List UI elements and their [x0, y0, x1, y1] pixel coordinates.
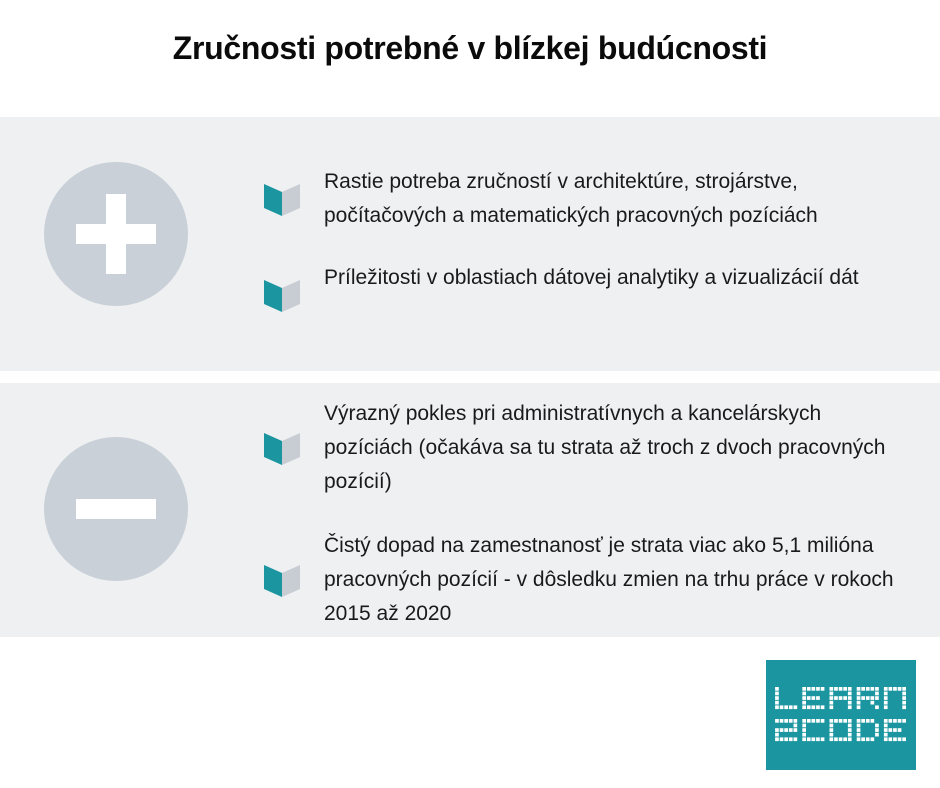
logo-pixel	[898, 728, 902, 732]
logo-pixel	[898, 687, 902, 691]
logo-pixel	[857, 696, 861, 700]
logo-pixel	[848, 687, 852, 691]
logo-pixel	[898, 737, 902, 741]
logo-pixel	[861, 696, 865, 700]
learn2code-logo	[766, 660, 916, 770]
logo-pixel	[848, 737, 852, 741]
logo-pixel	[884, 728, 888, 732]
list-item-text: Príležitosti v oblastiach dátovej analytiky a vizualizácií dát	[324, 266, 859, 289]
logo-pixel	[821, 737, 825, 741]
logo-pixel	[812, 705, 816, 709]
logo-pixel	[902, 687, 906, 691]
logo-pixel	[875, 705, 879, 709]
logo-pixel	[821, 719, 825, 723]
logo-pixel	[802, 696, 806, 700]
logo-pixel	[848, 701, 852, 705]
logo-pixel	[866, 687, 870, 691]
logo-pixel	[834, 719, 838, 723]
logo-pixel	[775, 728, 779, 732]
logo-pixel	[784, 728, 788, 732]
logo-pixel	[884, 687, 888, 691]
logo-pixel	[816, 687, 820, 691]
logo-pixel	[843, 696, 847, 700]
logo-pixel	[884, 724, 888, 728]
logo-pixel	[848, 696, 852, 700]
logo-pixel	[857, 724, 861, 728]
logo-pixel	[780, 719, 784, 723]
logo-pixel	[807, 737, 811, 741]
logo-pixel	[816, 737, 820, 741]
logo-pixel	[875, 696, 879, 700]
logo-pixel	[884, 737, 888, 741]
logo-pixel	[866, 719, 870, 723]
logo-pixel	[875, 692, 879, 696]
logo-pixel	[775, 701, 779, 705]
logo-pixel	[794, 719, 798, 723]
logo-pixel	[893, 719, 897, 723]
logo-pixel	[830, 719, 834, 723]
logo-pixel	[784, 737, 788, 741]
logo-pixel	[834, 696, 838, 700]
logo-pixel	[830, 692, 834, 696]
logo-pixel	[893, 687, 897, 691]
logo-pixel	[802, 733, 806, 737]
logo-pixel	[857, 737, 861, 741]
logo-pixel	[834, 737, 838, 741]
logo-pixel	[884, 692, 888, 696]
logo-pixel	[807, 687, 811, 691]
logo-pixel	[780, 728, 784, 732]
logo-pixel	[816, 719, 820, 723]
logo-pixel	[848, 724, 852, 728]
logo-pixel	[861, 719, 865, 723]
logo-pixel	[830, 705, 834, 709]
logo-pixel	[861, 687, 865, 691]
logo-pixel	[802, 728, 806, 732]
logo-pixel	[875, 687, 879, 691]
logo-pixel	[848, 728, 852, 732]
logo-pixel	[830, 724, 834, 728]
logo-pixel	[775, 687, 779, 691]
logo-pixel	[871, 687, 875, 691]
logo-pixel	[802, 719, 806, 723]
logo-pixel	[802, 701, 806, 705]
logo-pixel	[848, 733, 852, 737]
logo-pixel	[848, 705, 852, 709]
logo-pixel	[807, 705, 811, 709]
logo-pixel	[816, 705, 820, 709]
logo-pixel	[902, 701, 906, 705]
logo-pixel	[861, 737, 865, 741]
list-item-text: Výrazný pokles pri administratívnych a kancelárskych pozíciách (očakáva sa tu strata až troch z dvoch pracovných pozícií)	[324, 402, 886, 493]
logo-pixel	[821, 687, 825, 691]
logo-pixel	[884, 696, 888, 700]
logo-pixel	[830, 701, 834, 705]
logo-pixel	[889, 719, 893, 723]
logo-pixel	[775, 733, 779, 737]
logo-pixel	[794, 737, 798, 741]
page-title: Zručnosti potrebné v blízkej budúcnosti	[172, 30, 768, 66]
logo-pixel	[789, 737, 793, 741]
negative-panel	[0, 383, 940, 637]
logo-pixel	[802, 724, 806, 728]
logo-pixel	[889, 687, 893, 691]
logo-pixel	[875, 733, 879, 737]
logo-pixel	[848, 719, 852, 723]
logo-pixel	[857, 733, 861, 737]
logo-pixel	[780, 705, 784, 709]
logo-pixel	[839, 719, 843, 723]
logo-pixel	[812, 687, 816, 691]
logo-pixel	[857, 701, 861, 705]
logo-pixel	[857, 687, 861, 691]
logo-pixel	[830, 696, 834, 700]
logo-pixel	[866, 696, 870, 700]
logo-pixel	[830, 737, 834, 741]
logo-pixel	[802, 705, 806, 709]
logo-pixel	[821, 705, 825, 709]
logo-pixel	[830, 687, 834, 691]
logo-pixel	[893, 728, 897, 732]
logo-pixel	[898, 719, 902, 723]
logo-pixel	[884, 701, 888, 705]
logo-pixel	[812, 737, 816, 741]
logo-pixel	[775, 692, 779, 696]
positive-panel	[0, 117, 940, 371]
logo-pixel	[784, 719, 788, 723]
logo-pixel	[839, 737, 843, 741]
book-bullet-icon	[262, 431, 302, 467]
logo-pixel	[871, 719, 875, 723]
logo-pixel	[902, 705, 906, 709]
logo-pixel	[902, 719, 906, 723]
logo-pixel	[807, 719, 811, 723]
logo-pixel	[784, 705, 788, 709]
logo-pixel	[802, 737, 806, 741]
logo-lettering	[766, 660, 916, 770]
logo-pixel	[830, 733, 834, 737]
list-item-text: Rastie potreba zručností v architektúre, strojárstve, počítačových a matematických pracovných pozíciách	[324, 170, 818, 227]
logo-pixel	[780, 737, 784, 741]
logo-pixel	[812, 719, 816, 723]
logo-pixel	[871, 701, 875, 705]
logo-pixel	[775, 705, 779, 709]
logo-pixel	[889, 728, 893, 732]
logo-pixel	[789, 728, 793, 732]
logo-pixel	[884, 719, 888, 723]
logo-pixel	[807, 696, 811, 700]
logo-pixel	[839, 687, 843, 691]
logo-pixel	[775, 719, 779, 723]
book-bullet-icon	[262, 182, 302, 218]
logo-pixel	[857, 705, 861, 709]
logo-pixel	[775, 737, 779, 741]
logo-pixel	[834, 687, 838, 691]
logo-pixel	[857, 692, 861, 696]
logo-pixel	[839, 696, 843, 700]
logo-pixel	[857, 728, 861, 732]
logo-pixel	[812, 696, 816, 700]
logo-pixel	[857, 719, 861, 723]
logo-pixel	[794, 705, 798, 709]
logo-pixel	[875, 724, 879, 728]
logo-pixel	[794, 724, 798, 728]
logo-pixel	[866, 737, 870, 741]
logo-pixel	[775, 696, 779, 700]
logo-pixel	[843, 737, 847, 741]
logo-pixel	[884, 705, 888, 709]
minus-icon	[44, 437, 188, 581]
logo-pixel	[816, 696, 820, 700]
logo-pixel	[889, 737, 893, 741]
logo-pixel	[875, 728, 879, 732]
logo-pixel	[843, 719, 847, 723]
plus-icon	[44, 162, 188, 306]
logo-pixel	[789, 705, 793, 709]
logo-pixel	[802, 687, 806, 691]
logo-pixel	[843, 687, 847, 691]
logo-pixel	[830, 728, 834, 732]
logo-pixel	[902, 692, 906, 696]
logo-pixel	[902, 737, 906, 741]
logo-pixel	[802, 692, 806, 696]
logo-pixel	[884, 733, 888, 737]
logo-pixel	[902, 696, 906, 700]
book-bullet-icon	[262, 563, 302, 599]
logo-pixel	[871, 737, 875, 741]
book-bullet-icon	[262, 278, 302, 314]
list-item-text: Čistý dopad na zamestnanosť je strata viac ako 5,1 milióna pracovných pozícií - v dôsledku zmien na trhu práce v rokoch 2015 až 2020	[324, 534, 894, 625]
logo-pixel	[789, 719, 793, 723]
logo-pixel	[848, 692, 852, 696]
logo-pixel	[893, 737, 897, 741]
logo-pixel	[871, 696, 875, 700]
logo-pixel	[794, 728, 798, 732]
